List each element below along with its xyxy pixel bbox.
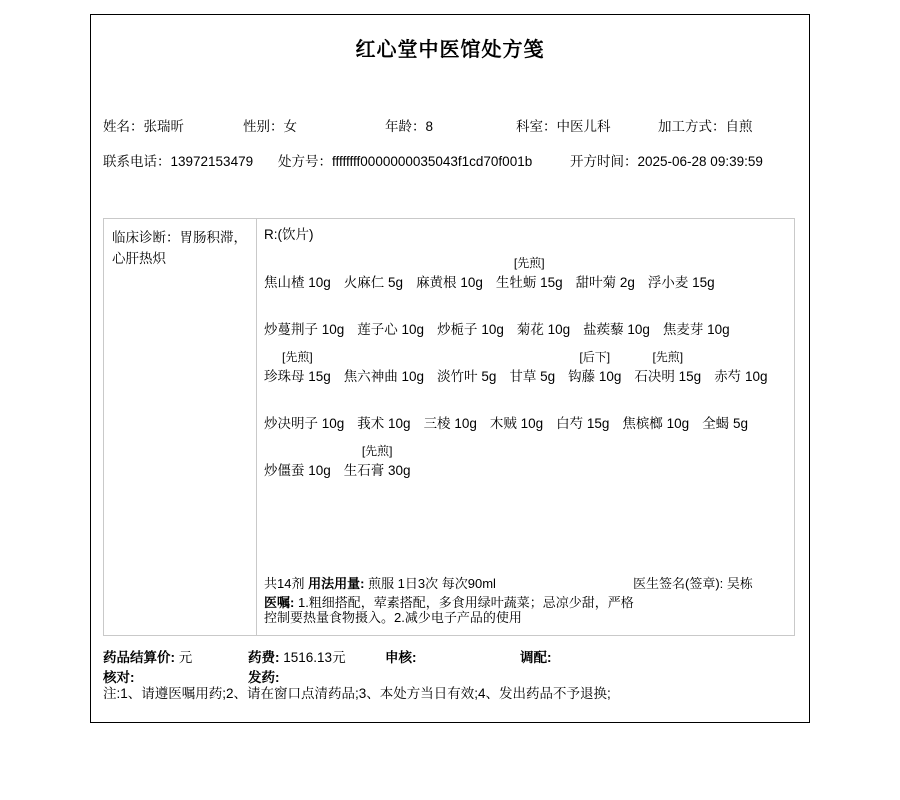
herb-item (264, 441, 331, 481)
herb-name-dose: 生石膏 30g (343, 463, 411, 478)
herb-name-dose: 木贼 10g (489, 416, 544, 431)
decoction-tag (556, 394, 609, 414)
herb-name-dose: 炒蔓荆子 10g (264, 322, 345, 337)
doctor-name: 吴栋 (726, 576, 753, 591)
herb-name-dose: 淡竹叶 5g (437, 369, 497, 384)
decoction-tag (437, 347, 496, 367)
phone-field (103, 150, 253, 170)
herb-name-dose: 甜叶菊 2g (575, 275, 635, 290)
advice-label: 医嘱: (264, 595, 295, 610)
patient-dept-field (516, 115, 611, 135)
decoction-tag (583, 300, 650, 320)
patient-dept-value: 中医儿科 (556, 119, 611, 134)
check-label: 核对: (103, 670, 135, 685)
decoction-tag (357, 394, 410, 414)
herb-name-dose: 三棱 10g (423, 416, 477, 431)
doctor-signature-label: 医生签名(签章): (633, 576, 724, 591)
rx-number-field (278, 150, 532, 170)
herb-name-dose: 莪术 10g (357, 416, 411, 431)
decoction-tag (264, 441, 331, 461)
decoction-tag (437, 300, 504, 320)
herb-name-dose: 焦山楂 10g (264, 275, 331, 290)
decoction-tag: [先煎] (282, 350, 313, 364)
issue-label: 发药: (248, 670, 280, 685)
herb-name-dose: 火麻仁 5g (343, 275, 404, 290)
phone-label: 联系电话： (103, 154, 171, 169)
herb-line (264, 300, 787, 340)
issue-time-field (570, 150, 763, 170)
herb-name-dose: 炒栀子 10g (437, 322, 504, 337)
herb-item (490, 394, 543, 434)
herb-name-dose: 麻黄根 10g (416, 275, 483, 290)
issue-time-value: 2025-06-28 09:39:59 (637, 154, 763, 169)
herb-name-dose: 生牡蛎 15g (495, 275, 563, 290)
herb-item (344, 253, 403, 293)
usage-advice-block (264, 576, 787, 625)
advice-line-1 (264, 595, 787, 610)
decoction-tag (576, 253, 635, 273)
decoction-tag (264, 394, 344, 414)
decoction-tag: [后下] (579, 350, 611, 364)
decoction-tag (714, 347, 767, 367)
prescription-panel (257, 219, 794, 635)
decoction-tag (517, 300, 570, 320)
patient-name-label: 姓名： (103, 119, 144, 134)
herb-item (568, 347, 621, 387)
herb-item (634, 347, 701, 387)
herb-item (509, 347, 555, 387)
herb-name-dose: 钩藤 10g (568, 369, 622, 384)
diagnosis-text: 临床诊断：胃肠积滞，心肝热炽 (112, 230, 247, 266)
decoction-tag (344, 253, 403, 273)
dispense-field (520, 646, 552, 666)
herb-item (556, 394, 609, 434)
decoction-tag (663, 300, 730, 320)
decoction-tag (264, 253, 331, 273)
patient-dept-label: 科室： (516, 119, 557, 134)
herb-name-dose: 石决明 15g (634, 369, 702, 384)
herb-item (437, 300, 504, 340)
decoction-tag (509, 347, 555, 367)
herb-line (264, 441, 787, 481)
herb-name-dose: 焦麦芽 10g (662, 322, 730, 337)
herb-item (583, 300, 650, 340)
herb-item (714, 347, 767, 387)
herb-item (496, 253, 563, 293)
herb-name-dose: 白芍 15g (556, 416, 610, 431)
decoction-tag: [先煎] (361, 444, 393, 458)
decoction-tag (648, 253, 715, 273)
decoction-tag (622, 394, 689, 414)
fee-label: 药费: (248, 650, 280, 665)
rx-number-value: ffffffff0000000035043f1cd70f001b (332, 154, 533, 169)
patient-age-value: 8 (425, 119, 434, 134)
herb-item (264, 347, 331, 387)
decoction-tag (702, 394, 748, 414)
herb-item (344, 347, 424, 387)
main-box (103, 218, 795, 636)
advice-text-2: 控制要热量食物摄入。2.减少电子产品的使用 (264, 610, 522, 625)
doctor-signature-field (633, 576, 753, 592)
fee-field (248, 646, 346, 666)
herb-name-dose: 焦槟榔 10g (622, 416, 690, 431)
herb-item (702, 394, 748, 434)
review-label: 申核: (385, 650, 417, 665)
processing-method-field (658, 115, 753, 135)
settle-price-field (103, 646, 192, 666)
patient-gender-field (243, 115, 297, 135)
herb-line (264, 394, 787, 434)
advice-line-2 (264, 610, 787, 625)
herb-name-dose: 炒决明子 10g (264, 416, 345, 431)
herb-item (663, 300, 730, 340)
page-title: 红心堂中医馆处方笺 (355, 39, 545, 61)
usage-value: 煎服 1日3次 每次90ml (368, 576, 496, 591)
herb-name-dose: 赤芍 10g (714, 369, 768, 384)
herb-name-dose: 浮小麦 15g (647, 275, 715, 290)
herb-item (264, 300, 344, 340)
herb-name-dose: 菊花 10g (516, 322, 571, 337)
advice-text-1: 1.粗细搭配，荤素搭配，多食用绿叶蔬菜；忌凉少甜，严格 (297, 595, 634, 610)
rx-number-label: 处方号： (278, 154, 332, 169)
fee-value: 1516.13元 (283, 650, 346, 665)
herb-item (622, 394, 689, 434)
patient-age-field (385, 115, 433, 135)
processing-method-value: 自煎 (725, 119, 753, 134)
herb-item (344, 441, 411, 481)
herb-line (264, 253, 787, 293)
rx-header: R:(饮片) (264, 227, 314, 242)
herb-item (264, 394, 344, 434)
herb-name-dose: 炒僵蚕 10g (264, 463, 331, 478)
decoction-tag (490, 394, 543, 414)
patient-gender-value: 女 (283, 119, 297, 134)
processing-method-label: 加工方式： (658, 119, 726, 134)
herb-name-dose: 全蝎 5g (702, 416, 748, 431)
herb-item (648, 253, 715, 293)
review-field (385, 646, 417, 666)
herb-item (424, 394, 477, 434)
herb-name-dose: 珍珠母 15g (264, 369, 331, 384)
decoction-tag: [先煎] (652, 350, 684, 364)
patient-age-label: 年龄： (385, 119, 426, 134)
herb-lines (264, 253, 787, 481)
dispense-label: 调配: (520, 650, 552, 665)
patient-name-value: 张瑞昕 (143, 119, 184, 134)
decoction-tag (357, 300, 424, 320)
phone-value: 13972153479 (170, 154, 254, 169)
usage-label: 用法用量: (308, 576, 365, 591)
diagnosis-panel (104, 219, 257, 635)
settle-price-value: 元 (178, 650, 193, 665)
issue-time-label: 开方时间： (570, 154, 638, 169)
herb-item (517, 300, 570, 340)
herb-item (357, 300, 424, 340)
note-text: 注:1、请遵医嘱用药;2、请在窗口点清药品;3、本处方当日有效;4、发出药品不予退换; (103, 686, 611, 701)
herb-line (264, 347, 787, 387)
herb-item (437, 347, 496, 387)
herb-item (357, 394, 410, 434)
herb-name-dose: 盐蒺藜 10g (583, 322, 650, 337)
patient-name-field (103, 115, 184, 135)
decoction-tag: [先煎] (513, 256, 545, 270)
decoction-tag (424, 394, 477, 414)
decoction-tag (264, 300, 344, 320)
settle-price-label: 药品结算价: (103, 650, 175, 665)
dose-count: 共14剂 (264, 576, 305, 591)
herb-name-dose: 焦六神曲 10g (343, 369, 425, 384)
decoction-tag (416, 253, 483, 273)
herb-name-dose: 甘草 5g (509, 369, 556, 384)
herb-item (416, 253, 483, 293)
decoction-tag (344, 347, 424, 367)
patient-gender-label: 性别： (243, 119, 284, 134)
herb-item (576, 253, 635, 293)
usage-line (264, 576, 787, 595)
herb-item (264, 253, 331, 293)
herb-name-dose: 莲子心 10g (357, 322, 425, 337)
prescription-sheet (90, 14, 810, 723)
